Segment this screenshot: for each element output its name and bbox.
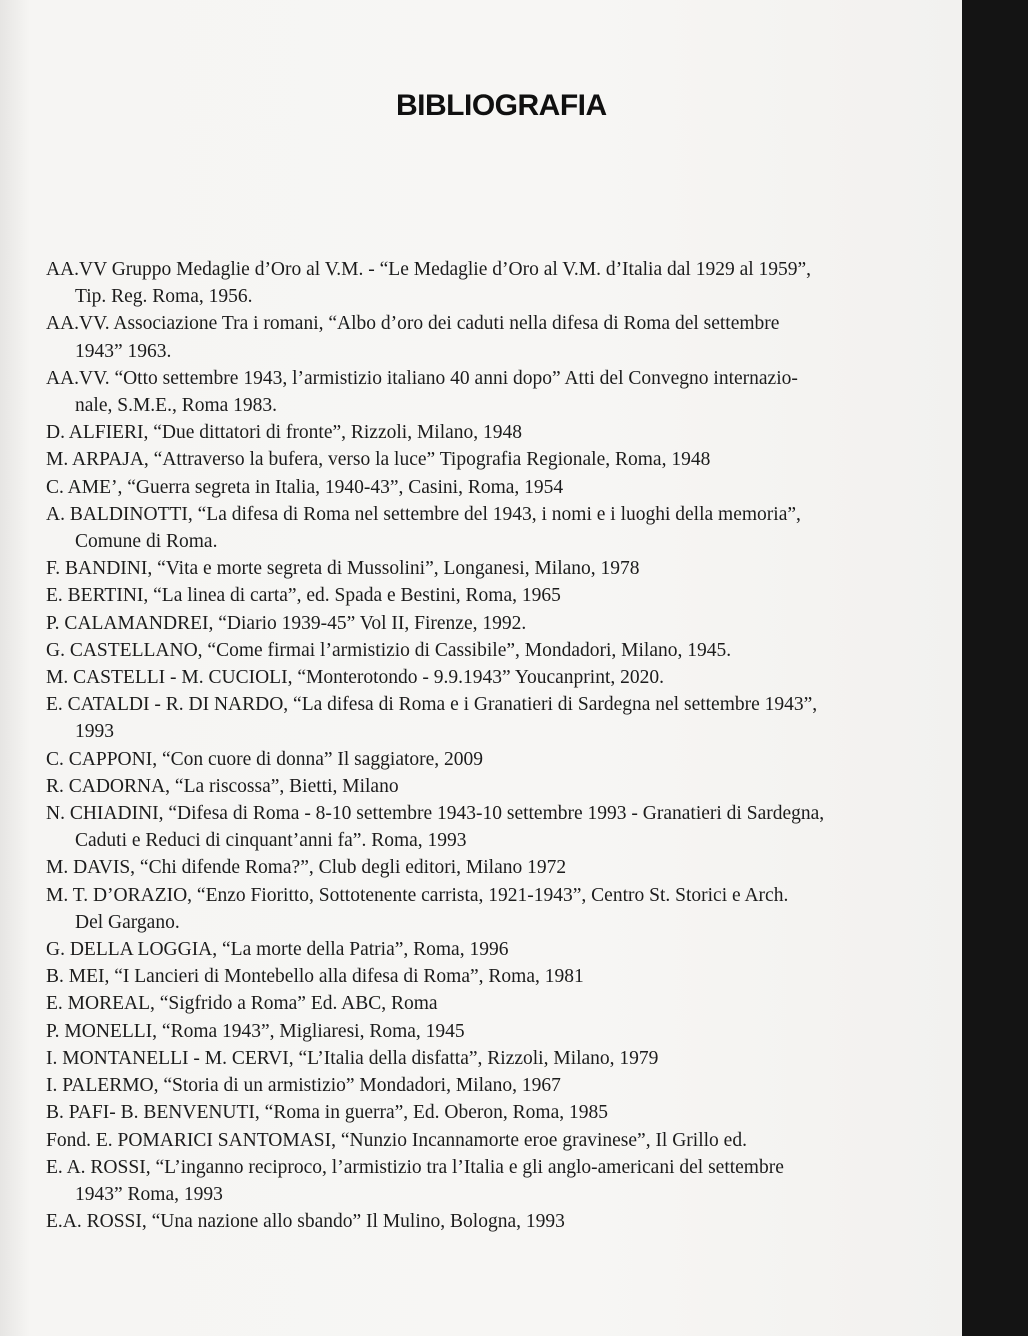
entry-line: E. CATALDI - R. DI NARDO, “La difesa di Roma e i Granatieri di Sardegna nel settembre 1943”,	[46, 694, 818, 716]
entry-line: P. CALAMANDREI, “Diario 1939-45” Vol II, Firenze, 1992.	[46, 612, 527, 634]
entry-line: AA.VV. Associazione Tra i romani, “Albo d’oro dei caduti nella difesa di Roma del settembre	[46, 313, 780, 335]
entry-line: M. CASTELLI - M. CUCIOLI, “Monterotondo - 9.9.1943” Youcanprint, 2020.	[46, 667, 664, 689]
bibliography-entry	[46, 773, 911, 800]
bibliography-entry	[46, 1099, 911, 1126]
entry-line-continuation: nale, S.M.E., Roma 1983.	[75, 395, 278, 417]
entry-line: I. MONTANELLI - M. CERVI, “L’Italia della disfatta”, Rizzoli, Milano, 1979	[46, 1047, 659, 1069]
bibliography-entry	[46, 474, 911, 501]
bibliography-entry	[46, 854, 911, 881]
bibliography-entry	[46, 882, 911, 936]
entry-line: AA.VV. “Otto settembre 1943, l’armistizio italiano 40 anni dopo” Atti del Convegno internazio-	[46, 367, 798, 389]
entry-line: P. MONELLI, “Roma 1943”, Migliaresi, Roma, 1945	[46, 1020, 465, 1042]
bibliography-entry	[46, 1154, 911, 1208]
bibliography-entry	[46, 582, 911, 609]
bibliography-entry	[46, 1208, 911, 1235]
entry-line-continuation: 1993	[75, 721, 114, 743]
entry-line: E.A. ROSSI, “Una nazione allo sbando” Il Mulino, Bologna, 1993	[46, 1211, 565, 1233]
entry-line-continuation: 1943” 1963.	[75, 340, 172, 362]
entry-line: Fond. E. POMARICI SANTOMASI, “Nunzio Incannamorte eroe gravinese”, Il Grillo ed.	[46, 1129, 747, 1151]
entry-line: C. AME’, “Guerra segreta in Italia, 1940-43”, Casini, Roma, 1954	[46, 476, 564, 498]
entry-line: N. CHIADINI, “Difesa di Roma - 8-10 settembre 1943-10 settembre 1993 - Granatieri di Sardegna,	[46, 803, 825, 825]
bibliography-entry	[46, 1045, 911, 1072]
entry-line: E. A. ROSSI, “L’inganno reciproco, l’armistizio tra l’Italia e gli anglo-americani del settembre	[46, 1156, 784, 1178]
entry-line-continuation: Tip. Reg. Roma, 1956.	[75, 286, 253, 308]
bibliography-entry	[46, 963, 911, 990]
entry-line-continuation: 1943” Roma, 1993	[75, 1183, 223, 1205]
bibliography-entry	[46, 256, 911, 310]
entry-line: G. CASTELLANO, “Come firmai l’armistizio di Cassibile”, Mondadori, Milano, 1945.	[46, 639, 732, 661]
bibliography-entry	[46, 637, 911, 664]
bibliography-entry	[46, 691, 911, 745]
entry-line: A. BALDINOTTI, “La difesa di Roma nel settembre del 1943, i nomi e i luoghi della memoria”,	[46, 503, 801, 525]
entry-line: D. ALFIERI, “Due dittatori di fronte”, Rizzoli, Milano, 1948	[46, 422, 523, 444]
entry-line: E. BERTINI, “La linea di carta”, ed. Spada e Bestini, Roma, 1965	[46, 585, 561, 607]
bibliography-entry	[46, 310, 911, 364]
bibliography-entry	[46, 1127, 911, 1154]
bibliography-entry	[46, 365, 911, 419]
entry-line: I. PALERMO, “Storia di un armistizio” Mondadori, Milano, 1967	[46, 1075, 561, 1097]
entry-line-continuation: Comune di Roma.	[75, 531, 218, 553]
bibliography-entry	[46, 419, 911, 446]
entry-line: B. PAFI- B. BENVENUTI, “Roma in guerra”, Ed. Oberon, Roma, 1985	[46, 1102, 608, 1124]
entry-line: AA.VV Gruppo Medaglie d’Oro al V.M. - “Le Medaglie d’Oro al V.M. d’Italia dal 1929 al 1959”,	[46, 259, 812, 280]
scan-edge-bar	[962, 0, 1028, 1336]
bibliography-entry	[46, 501, 911, 555]
bibliography-entry	[46, 990, 911, 1017]
bibliography-entry	[46, 664, 911, 691]
entry-line: M. T. D’ORAZIO, “Enzo Fioritto, Sottotenente carrista, 1921-1943”, Centro St. Storici e Arch.	[46, 884, 789, 906]
entry-line: M. DAVIS, “Chi difende Roma?”, Club degli editori, Milano 1972	[46, 857, 567, 879]
bibliography-entry	[46, 555, 911, 582]
entry-line: C. CAPPONI, “Con cuore di donna” Il saggiatore, 2009	[46, 748, 484, 770]
bibliography-entry	[46, 446, 911, 473]
bibliography-entry	[46, 1018, 911, 1045]
bibliography-entry	[46, 610, 911, 637]
entry-line: M. ARPAJA, “Attraverso la bufera, verso la luce” Tipografia Regionale, Roma, 1948	[46, 449, 711, 471]
entry-line: F. BANDINI, “Vita e morte segreta di Mussolini”, Longanesi, Milano, 1978	[46, 558, 640, 580]
entry-line-continuation: Del Gargano.	[75, 911, 180, 933]
entry-line-continuation: Caduti e Reduci di cinquant’anni fa”. Roma, 1993	[75, 830, 467, 852]
entry-line: E. MOREAL, “Sigfrido a Roma” Ed. ABC, Roma	[46, 993, 438, 1015]
bibliography-entry	[46, 936, 911, 963]
entry-line: R. CADORNA, “La riscossa”, Bietti, Milano	[46, 775, 399, 797]
bibliography-entry	[46, 1072, 911, 1099]
entry-line: B. MEI, “I Lancieri di Montebello alla difesa di Roma”, Roma, 1981	[46, 966, 584, 988]
bibliography-entry	[46, 800, 911, 854]
bibliography-list	[46, 256, 911, 1235]
bibliography-entry	[46, 746, 911, 773]
entry-line: G. DELLA LOGGIA, “La morte della Patria”, Roma, 1996	[46, 939, 509, 961]
page-title: BIBLIOGRAFIA	[396, 89, 607, 122]
